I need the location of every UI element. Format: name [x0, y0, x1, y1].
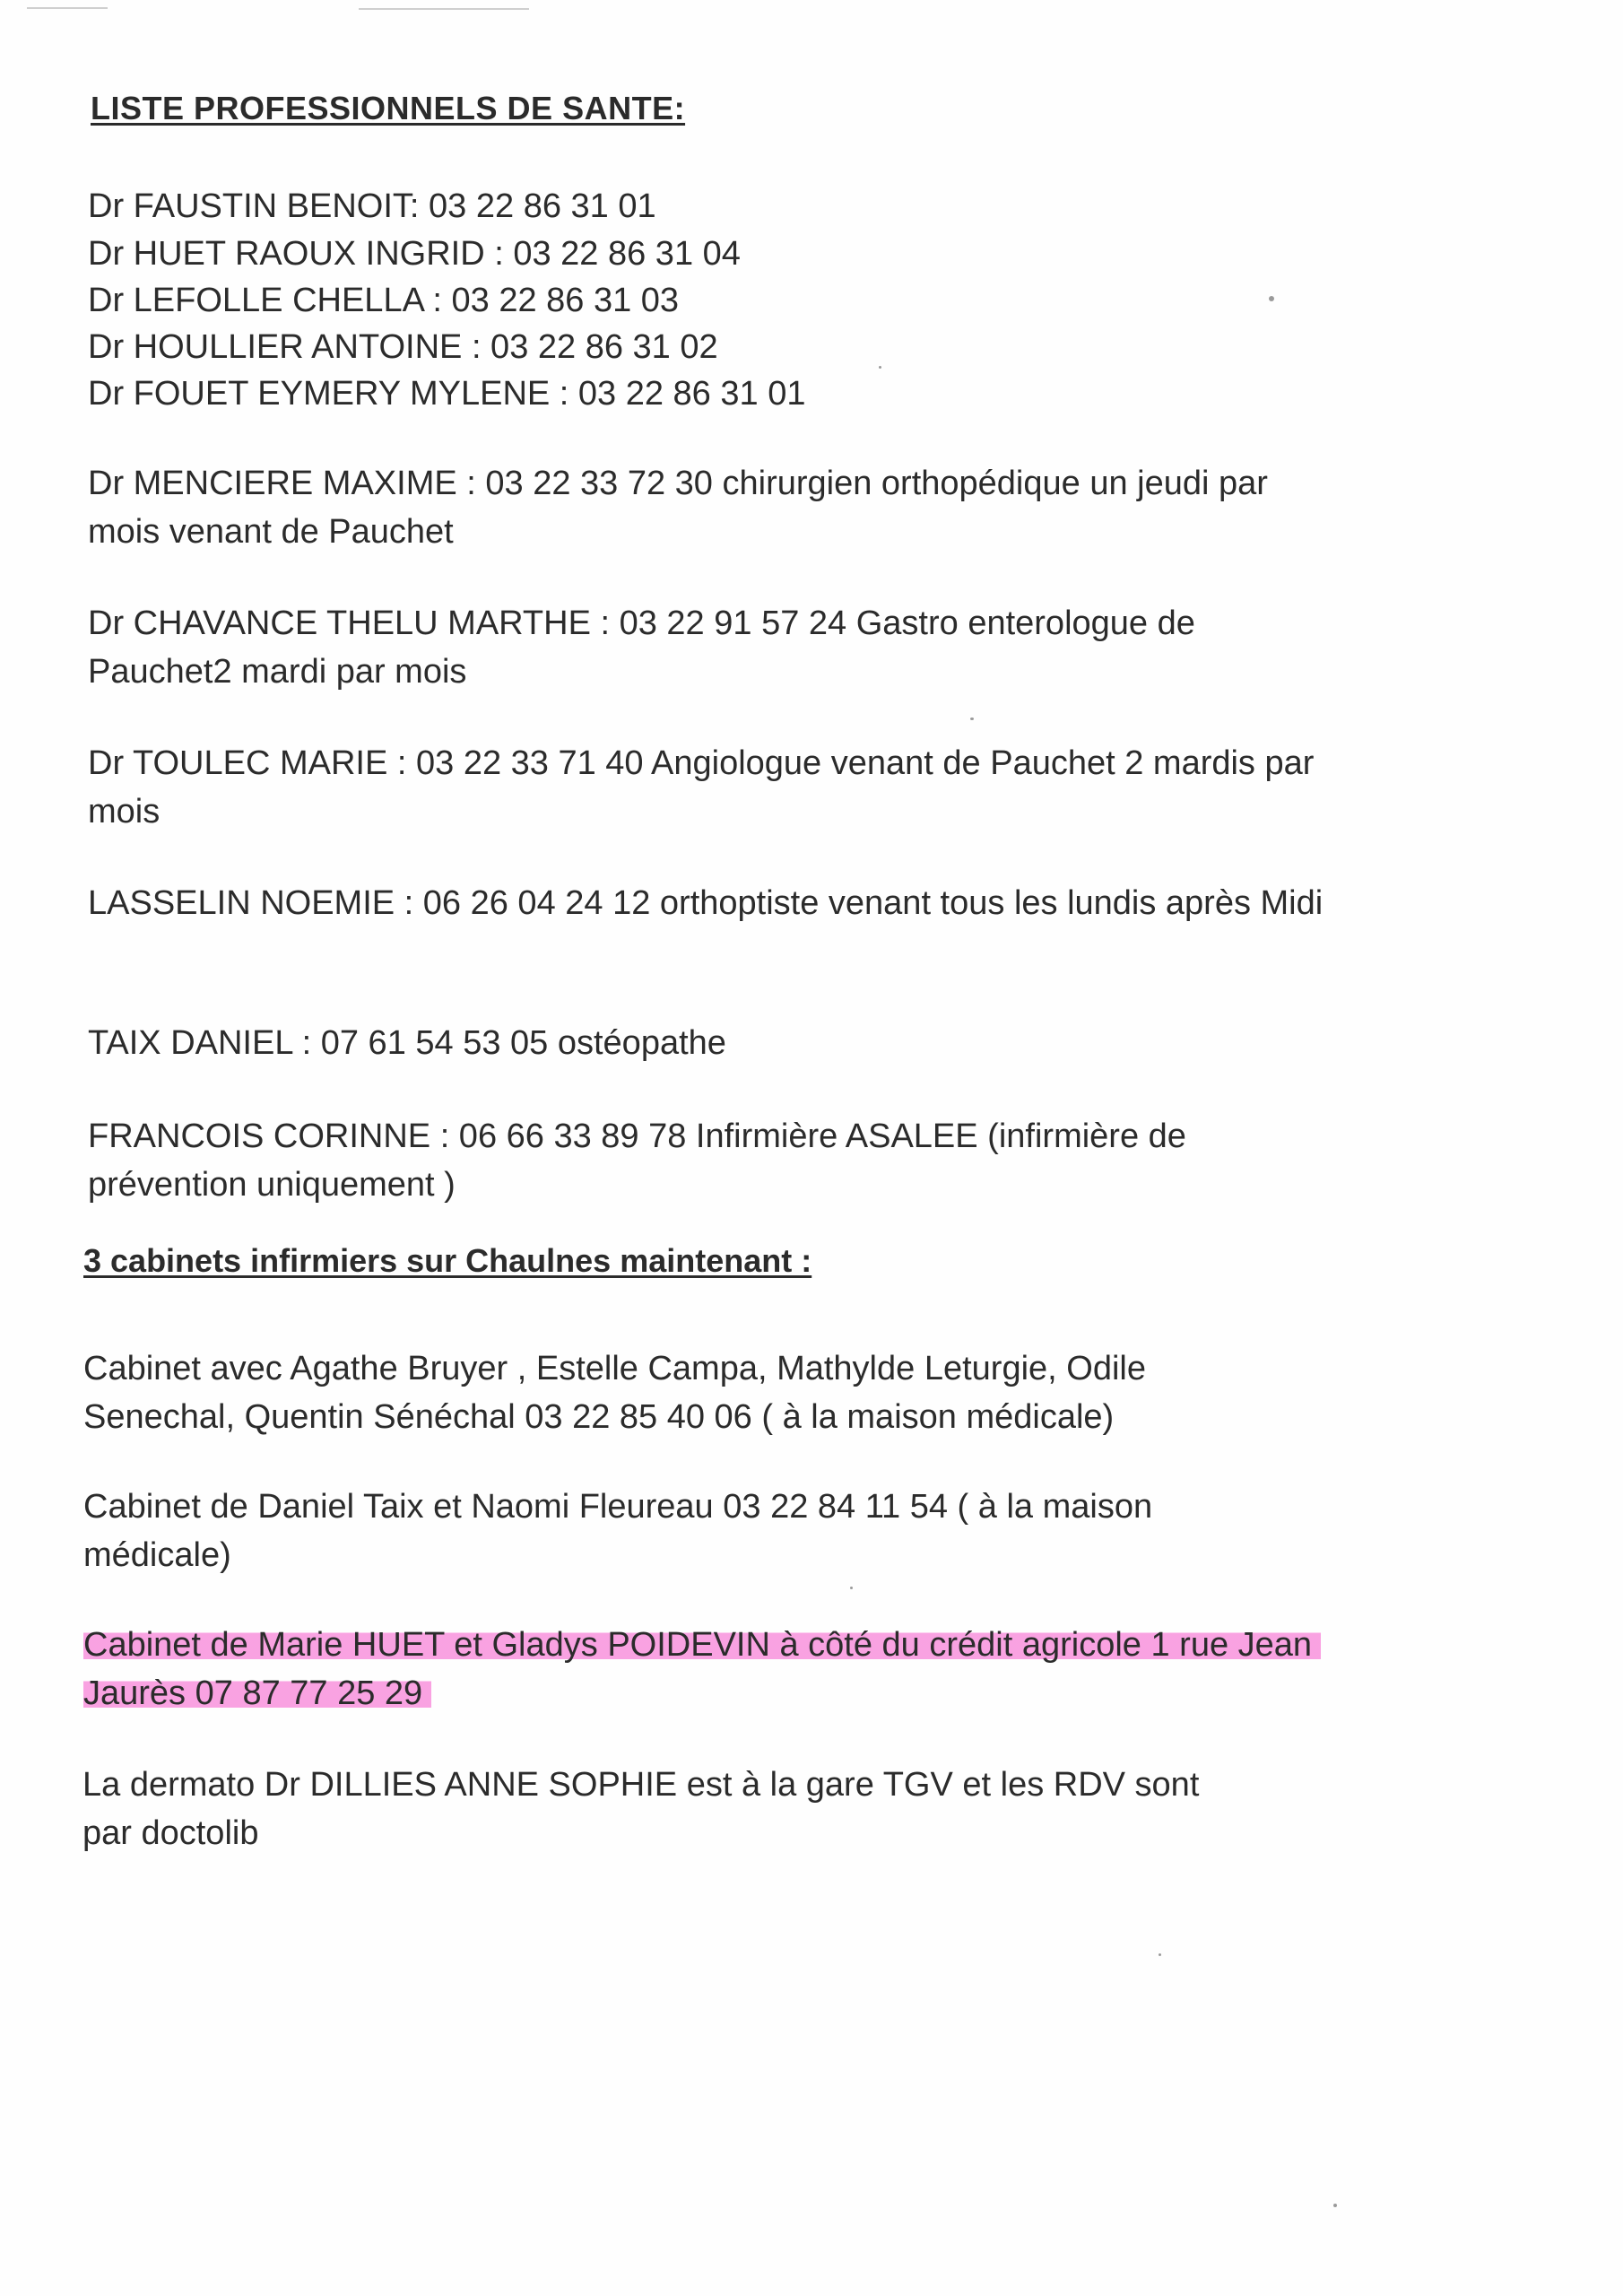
specialist-entry: Dr CHAVANCE THELU MARTHE : 03 22 91 57 24 Gastro enterologue de Pauchet2 mardi par mois: [88, 604, 1195, 691]
doctor-entry: Dr LEFOLLE CHELLA : 03 22 86 31 03: [88, 282, 680, 319]
nurse-cabinet-entry: Cabinet de Daniel Taix et Naomi Fleureau 03 22 84 11 54 ( à la maison médicale): [83, 1488, 1153, 1574]
nurse-cabinet-entry-highlighted: [83, 1621, 1339, 1718]
doctor-entry: Dr FAUSTIN BENOIT: 03 22 86 31 01: [88, 187, 656, 225]
doctor-entry: Dr HOULLIER ANTOINE : 03 22 86 31 02: [88, 328, 718, 366]
specialist-entry: LASSELIN NOEMIE : 06 26 04 24 12 orthoptiste venant tous les lundis après Midi: [88, 884, 1324, 922]
specialist-entry: TAIX DANIEL : 07 61 54 53 05 ostéopathe: [88, 1024, 726, 1062]
nurse-cabinets-heading: 3 cabinets infirmiers sur Chaulnes maintenant :: [83, 1242, 812, 1279]
scan-speck: [970, 718, 974, 720]
specialist-entry: Dr TOULEC MARIE : 03 22 33 71 40 Angiologue venant de Pauchet 2 mardis par mois: [88, 744, 1315, 831]
scan-speck: [850, 1587, 853, 1589]
doctor-entry: Dr FOUET EYMERY MYLENE : 03 22 86 31 01: [88, 375, 806, 413]
doctor-entry: Dr HUET RAOUX INGRID : 03 22 86 31 04: [88, 235, 741, 273]
dermatology-note: La dermato Dr DILLIES ANNE SOPHIE est à la gare TGV et les RDV sont par doctolib: [82, 1766, 1200, 1852]
scan-edge-mark: [359, 8, 529, 10]
scan-speck: [1159, 1953, 1161, 1956]
specialist-entry: FRANCOIS CORINNE : 06 66 33 89 78 Infirmière ASALEE (infirmière de prévention uniquement ): [88, 1118, 1186, 1204]
scan-speck: [1333, 2204, 1337, 2207]
highlighter-mark: Cabinet de Marie HUET et Gladys POIDEVIN à côté du crédit agricole 1 rue Jean Jaurès 07 87 77 25 29: [83, 1626, 1321, 1712]
nurse-cabinet-entry: Cabinet avec Agathe Bruyer , Estelle Campa, Mathylde Leturgie, Odile Senechal, Quentin Sénéchal 03 22 85 40 06 ( à la maison médicale): [83, 1350, 1146, 1436]
scan-edge-mark: [27, 7, 108, 9]
document-title: LISTE PROFESSIONNELS DE SANTE:: [91, 90, 686, 126]
specialist-entry: Dr MENCIERE MAXIME : 03 22 33 72 30 chirurgien orthopédique un jeudi par mois venant de Pauchet: [88, 465, 1268, 551]
